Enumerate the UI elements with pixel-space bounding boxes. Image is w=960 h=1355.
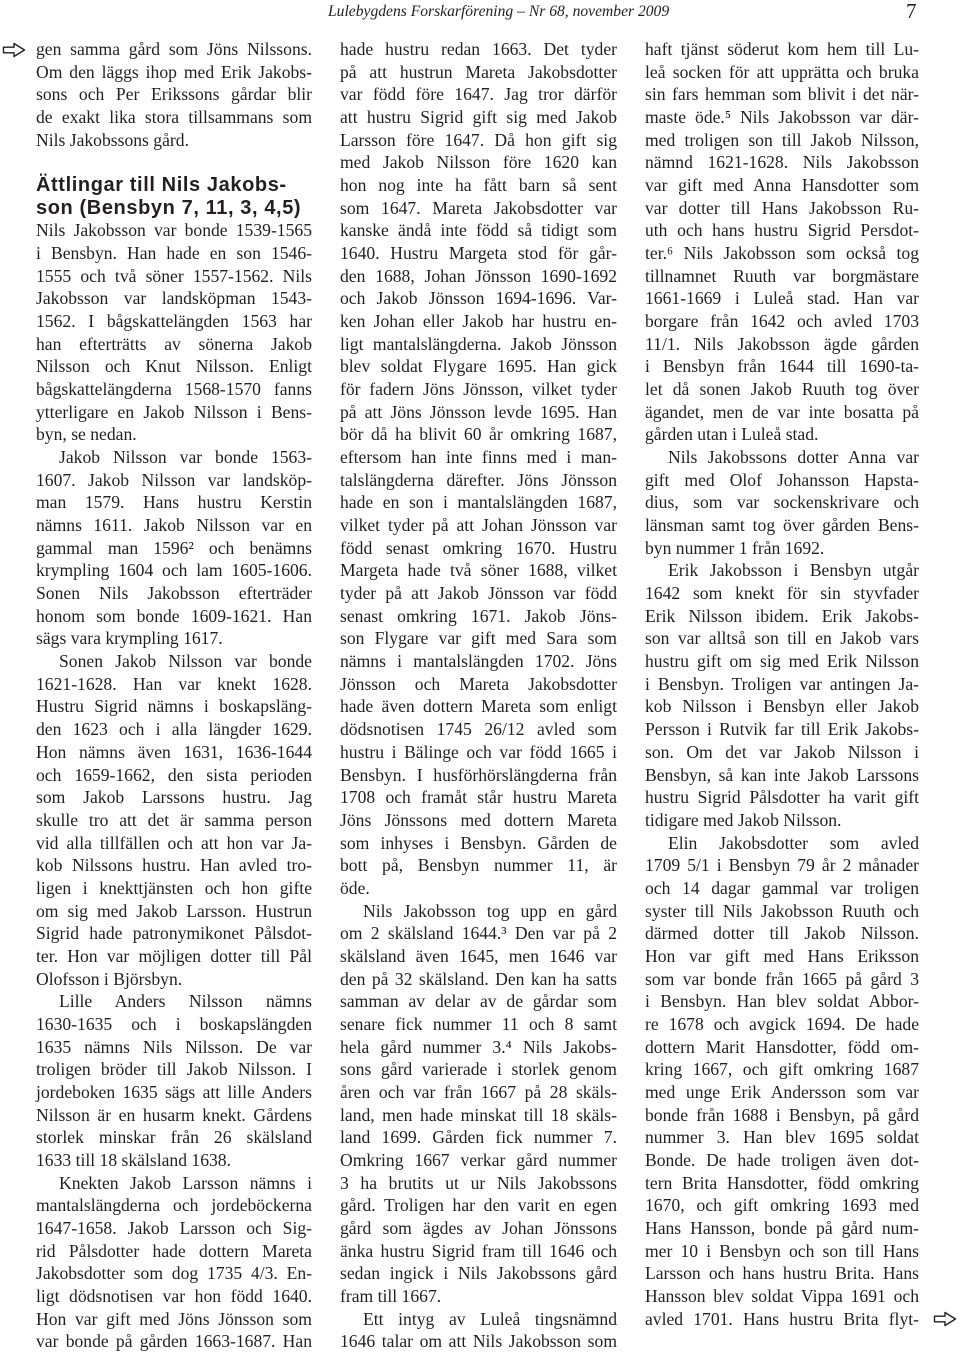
- text-line: gård. Troligen har den varit en egen: [340, 1195, 617, 1216]
- text-line: Omkring 1667 verkar gård nummer: [340, 1149, 617, 1170]
- text-column-1: [36, 38, 312, 1353]
- text-line: let då sonen Jakob Ruuth tog över: [645, 379, 919, 400]
- text-line: 1642 som knekt för sin styvfader: [645, 583, 919, 604]
- text-line: sons och Per Erikssons gårdar blir: [36, 84, 312, 105]
- text-line: därmed dotter till Jakob Nilsson.: [645, 923, 919, 944]
- paragraph: [36, 990, 312, 1171]
- text-line: Sigrid hade patronymikonet Pålsdot-: [36, 923, 312, 944]
- text-line: som 1647. Mareta Jakobsdotter var: [340, 197, 617, 218]
- text-line: senare fick nummer 11 och 8 samt: [340, 1013, 617, 1034]
- text-line: 3 ha brutits ut ur Nils Jakobssons: [340, 1172, 617, 1193]
- text-line: bott på, Bensbyn nummer 11, är: [340, 855, 617, 876]
- text-line: änka hustru Sigrid fram till 1646 och: [340, 1240, 617, 1261]
- paragraph: [340, 1308, 617, 1353]
- text-line: ter. Hon var möjligen dotter till Pål: [36, 945, 312, 966]
- text-line: nämns 1611. Jakob Nilsson var en: [36, 515, 312, 536]
- text-line: byn, se nedan.: [36, 424, 137, 445]
- text-line: som inhyses i Bensbyn. Gården de: [340, 832, 617, 853]
- text-line: hade en son i mantalslängden 1687,: [340, 492, 617, 513]
- text-line: gen samma gård som Jöns Nilssons.: [36, 39, 312, 59]
- text-line: gård som ägdes av Johan Jönssons: [340, 1217, 617, 1238]
- text-line: med unge Erik Andersson som var: [645, 1081, 919, 1102]
- text-line: mantalslängderna och jordeböckerna: [36, 1195, 312, 1216]
- text-line: var bonde på gården 1663-1687. Han: [36, 1331, 312, 1352]
- text-line: på att hustrun Mareta Jakobsdotter: [340, 61, 617, 82]
- paragraph: [645, 446, 919, 559]
- text-line: född senast omkring 1670. Hustru: [340, 537, 617, 558]
- text-line: med Jakob Nilsson före 1620 kan: [340, 152, 617, 173]
- text-line: troligen bröder till Jakob Nilsson. I: [36, 1059, 312, 1080]
- text-line: dödsnotisen 1745 26/12 avled som: [340, 719, 617, 740]
- paragraph: [36, 446, 312, 650]
- text-line: 1670, och gift omkring 1693 med: [645, 1195, 919, 1216]
- text-line: Nils Jakobsson tog upp en gård: [363, 900, 617, 921]
- text-line: i Bensbyn. Troligen var antingen Ja-: [645, 673, 919, 694]
- text-line: samman av delar av de gårdar som: [340, 991, 617, 1012]
- text-line: Hustru Sigrid nämns i boskapsläng-: [36, 696, 312, 717]
- text-line: i Bensbyn. Han hade en son 1546-: [36, 243, 312, 264]
- text-line: Om den läggs ihop med Erik Jakobs-: [36, 61, 312, 82]
- text-line: Nilsson är en husarm knekt. Gårdens: [36, 1104, 312, 1125]
- text-line: tern Brita Hansdotter, född omkring: [645, 1172, 919, 1193]
- text-line: Hon var gift med Hans Eriksson: [645, 945, 919, 966]
- text-line: 1607. Jakob Nilsson var landsköp-: [36, 469, 312, 490]
- text-line: vid alla tillfällen och att hon var Ja-: [36, 832, 312, 853]
- text-line: sägs vara krympling 1617.: [36, 628, 223, 649]
- text-line: ken Johan eller Jakob har hustru en-: [340, 311, 617, 332]
- text-line: nämnd 1621-1628. Nils Jakobsson: [645, 152, 919, 173]
- text-line: kob Nilssons hustru. Han avled tro-: [36, 855, 312, 876]
- text-line: man 1579. Hans hustru Kerstin: [36, 492, 312, 513]
- text-line: 1708 och framåt står hustru Mareta: [340, 787, 617, 808]
- text-line: ligt dödsnotisen var hon född 1640.: [36, 1285, 312, 1306]
- text-line: 11/1. Nils Jakobsson ägde gården: [645, 333, 919, 354]
- text-line: tillnamnet Ruuth var borgmästare: [645, 265, 919, 286]
- text-line: Bensbyn. I husförhörslängderna från: [340, 764, 617, 785]
- text-line: land, men hade minskat till 18 skäls-: [340, 1104, 617, 1125]
- text-line: gammal man 1596² och benämns: [36, 537, 312, 558]
- text-line: bågskattelängderna 1568-1570 fanns: [36, 379, 312, 400]
- text-line: dius, som var sockenskrivare och: [645, 492, 919, 513]
- text-line: Erik Nilsson ibidem. Erik Jakobs-: [645, 605, 919, 626]
- text-line: ägandet, men de var inte bosatta på: [645, 401, 919, 422]
- text-line: re 1678 och avgick 1694. De hade: [645, 1013, 919, 1034]
- text-line: blev soldat Flygare 1695. Han gick: [340, 356, 617, 377]
- text-line: 1635 nämns Nils Nilsson. De var: [36, 1036, 312, 1057]
- text-line: sin fars hemman som blivit i det när-: [645, 84, 919, 105]
- paragraph: [645, 832, 919, 1331]
- text-line: om 2 skälsland 1644.³ Den var på 2: [340, 923, 617, 944]
- text-line: Jakob Nilsson var bonde 1563-: [59, 447, 312, 468]
- text-line: på att Jöns Jönsson levde 1695. Han: [340, 401, 617, 422]
- text-line: Ett intyg av Luleå tingsnämnd: [363, 1308, 617, 1329]
- text-line: bonde från 1688 i Bensbyn, på gård: [645, 1104, 919, 1125]
- paragraph: [36, 1172, 312, 1353]
- text-line: senast omkring 1671. Jakob Jöns-: [340, 605, 617, 626]
- text-line: var dotter till Hans Jakobsson Ru-: [645, 197, 919, 218]
- text-line: borgare från 1642 och avled 1703: [645, 311, 919, 332]
- text-line: gift med Olof Johansson Hapsta-: [645, 469, 919, 490]
- text-line: 1646 talar om att Nils Jakobsson som: [340, 1331, 617, 1352]
- text-line: 1709 5/1 i Bensbyn 79 år 2 månader: [645, 855, 919, 876]
- text-line: maste öde.⁵ Nils Jakobsson var där-: [645, 107, 919, 128]
- text-line: leå socken för att upprätta och bruka: [645, 61, 919, 82]
- paragraph: [645, 38, 919, 446]
- text-line: 1555 och två söner 1557-1562. Nils: [36, 265, 312, 286]
- text-line: rid Pålsdotter hade dottern Mareta: [36, 1240, 312, 1261]
- text-line: han efterträtts av sönerna Jakob: [36, 333, 312, 354]
- text-line: haft tjänst söderut kom hem till Lu-: [645, 39, 919, 59]
- text-line: son var alltså son till en Jakob vars: [645, 628, 919, 649]
- text-line: hustru Sigrid Pålsdotter ha varit gift: [645, 787, 919, 808]
- text-line: Bonde. De hade troligen även dot-: [645, 1149, 919, 1170]
- text-line: land 1699. Gården fick nummer 7.: [340, 1127, 617, 1148]
- text-line: Knekten Jakob Larsson nämns i: [59, 1172, 312, 1193]
- text-line: nämns i mantalslängden 1702. Jöns: [340, 651, 617, 672]
- text-line: eftersom han inte finns med i man-: [340, 447, 617, 468]
- text-line: ligt mantalslängderna. Jakob Jönsson: [340, 333, 617, 354]
- text-line: 1630-1635 och i boskapslängden: [36, 1013, 312, 1034]
- text-line: krympling 1604 och lam 1605-1606.: [36, 560, 312, 581]
- text-line: avled 1701. Hans hustru Brita flyt-: [645, 1308, 919, 1329]
- text-line: dottern Marit Hansdotter, född om-: [645, 1036, 919, 1057]
- paragraph: [340, 38, 617, 900]
- text-line: som var bonde från 1665 på gård 3: [645, 968, 919, 989]
- text-line: med troligen son till Jakob Nilsson,: [645, 129, 919, 150]
- text-line: Margeta hade två söner 1688, vilket: [340, 560, 617, 581]
- text-line: hustru i Bälinge och var född 1665 i: [340, 741, 617, 762]
- text-line: var född före 1647. Jag tror därför: [340, 84, 617, 105]
- text-line: skulle tro att det är samma person: [36, 809, 312, 830]
- arrow-right-outline-icon: [933, 1311, 957, 1327]
- text-line: hustru gift om sig med Erik Nilsson: [645, 651, 919, 672]
- paragraph: [36, 650, 312, 990]
- text-line: son Flygare var gift med Sara som: [340, 628, 617, 649]
- text-line: nummer 3. Han blev 1695 soldat: [645, 1127, 919, 1148]
- text-line: Hansson blev soldat Vippa 1691 och: [645, 1285, 919, 1306]
- page-number: 7: [906, 0, 917, 23]
- text-line: var gift med Anna Hansdotter som: [645, 175, 919, 196]
- text-line: Larsson och hans hustru Brita. Hans: [645, 1263, 919, 1284]
- text-line: Bensbyn, så kan inte Jakob Larssons: [645, 764, 919, 785]
- paragraph: [645, 559, 919, 831]
- text-line: sedan ingick i Nils Jakobssons gård: [340, 1263, 617, 1284]
- text-line: Nils Jakobssons gård.: [36, 129, 189, 150]
- publication-title: Lulebygdens Forskarförening – Nr 68, november 2009: [328, 3, 670, 20]
- text-line: Nils Jakobsson var bonde 1539-1565: [36, 220, 312, 241]
- arrow-right-outline-icon: [2, 42, 26, 58]
- text-line: 1621-1628. Han var knekt 1628.: [36, 673, 312, 694]
- heading-line: Ättlingar till Nils Jakobs-: [36, 174, 287, 197]
- text-line: länsman samt tog över gården Bens-: [645, 515, 919, 536]
- text-line: hon nog inte ha fått barn så sent: [340, 175, 617, 196]
- text-line: Olofsson i Björsbyn.: [36, 968, 183, 989]
- text-line: uth och hans hustru Sigrid Persdot-: [645, 220, 919, 241]
- text-line: den 1688, Johan Jönsson 1690-1692: [340, 265, 617, 286]
- paragraph: [36, 38, 312, 151]
- text-line: talslängderna därefter. Jöns Jönsson: [340, 469, 617, 490]
- text-line: Hon var gift med Jöns Jönsson som: [36, 1308, 312, 1329]
- text-line: fram till 1667.: [340, 1285, 442, 1306]
- text-line: tyder på att Jakob Jönsson var född: [340, 583, 617, 604]
- text-line: och Jakob Jönsson 1694-1696. Var-: [340, 288, 617, 309]
- text-line: gården utan i Luleå stad.: [645, 424, 819, 445]
- text-line: Erik Jakobsson i Bensbyn utgår: [668, 560, 919, 581]
- text-line: sons gård varierade i storlek genom: [340, 1059, 617, 1080]
- text-line: att hustru Sigrid gift sig med Jakob: [340, 107, 617, 128]
- text-line: Jakobsdotter som dog 1735 4/3. En-: [36, 1263, 312, 1284]
- text-line: öde.: [340, 877, 370, 898]
- text-line: honom som bonde 1609-1621. Han: [36, 605, 312, 626]
- heading-line: son (Bensbyn 7, 11, 3, 4,5): [36, 196, 302, 219]
- text-line: mer 10 i Bensbyn och son till Hans: [645, 1240, 919, 1261]
- text-line: i Bensbyn. Han blev soldat Abbor-: [645, 991, 919, 1012]
- text-line: Hans Hansson, bonde på gård num-: [645, 1217, 919, 1238]
- text-line: 1640. Hustru Margeta stod för går-: [340, 243, 617, 264]
- text-line: Elin Jakobsdotter som avled: [668, 832, 919, 853]
- text-line: Jöns Jönssons med dottern Mareta: [340, 809, 617, 830]
- text-line: Lille Anders Nilsson nämns: [59, 991, 312, 1012]
- text-line: för fadern Jöns Jönsson, vilket tyder: [340, 379, 617, 400]
- text-line: Hon nämns även 1631, 1636-1644: [36, 741, 312, 762]
- section-heading: [36, 174, 312, 219]
- text-line: 1647-1658. Jakob Larsson och Sig-: [36, 1217, 312, 1238]
- paragraph: [340, 900, 617, 1308]
- text-column-3: [645, 38, 919, 1330]
- text-line: den 1623 och i alla längder 1629.: [36, 719, 312, 740]
- paragraph: [36, 219, 312, 446]
- text-line: hade även dottern Mareta som enligt: [340, 696, 617, 717]
- text-line: Nilsson och Knut Nilsson. Enligt: [36, 356, 312, 377]
- text-line: kob Nilsson i Bensbyn eller Jakob: [645, 696, 919, 717]
- text-line: 1562. I bågskattelängden 1563 har: [36, 311, 312, 332]
- text-line: 1661-1669 i Luleå stad. Han var: [645, 288, 919, 309]
- text-line: åren och var från 1667 på 28 skäls-: [340, 1081, 617, 1102]
- text-line: Nils Jakobssons dotter Anna var: [668, 447, 919, 468]
- text-line: skälsland även 1645, men 1646 var: [340, 945, 617, 966]
- text-line: kring 1667, och gift omkring 1687: [645, 1059, 919, 1080]
- text-line: och 14 dagar gammal var troligen: [645, 877, 919, 898]
- text-line: tidigare med Jakob Nilsson.: [645, 809, 842, 830]
- text-line: son. Om det var Jakob Nilsson i: [645, 741, 919, 762]
- text-line: den på 32 skälsland. Den kan ha satts: [340, 968, 617, 989]
- text-line: syster till Nils Jakobsson Ruuth och: [645, 900, 919, 921]
- text-line: Jönsson och Mareta Jakobsdotter: [340, 673, 617, 694]
- text-line: hela gård nummer 3.⁴ Nils Jakobs-: [340, 1036, 617, 1057]
- running-header: [0, 0, 960, 24]
- text-line: om sig med Jakob Larsson. Hustrun: [36, 900, 312, 921]
- text-line: som Jakob Larssons hustru. Jag: [36, 787, 312, 808]
- text-line: i Bensbyn från 1644 till 1690-ta-: [645, 356, 919, 377]
- text-line: kanske ändå inte född så tidigt som: [340, 220, 617, 241]
- text-line: och 1659-1662, den sista perioden: [36, 764, 312, 785]
- text-line: ytterligare en Jakob Nilsson i Bens-: [36, 401, 312, 422]
- text-line: Larsson före 1647. Då hon gift sig: [340, 129, 617, 150]
- text-line: jordeboken 1635 sägs att lille Anders: [36, 1081, 312, 1102]
- text-line: Sonen Nils Jakobsson efterträder: [36, 583, 312, 604]
- text-line: Jakobsson var landsköpman 1543-: [36, 288, 312, 309]
- text-line: de exakt lika stora tillsammans som: [36, 107, 312, 128]
- text-line: Sonen Jakob Nilsson var bonde: [59, 651, 312, 672]
- text-line: hade hustru redan 1663. Det tyder: [340, 39, 617, 59]
- text-line: storlek minskar från 26 skälsland: [36, 1127, 312, 1148]
- text-line: byn nummer 1 från 1692.: [645, 537, 825, 558]
- text-line: 1633 till 18 skälsland 1638.: [36, 1149, 231, 1170]
- text-line: bör då ha blivit 60 år omkring 1687,: [340, 424, 617, 445]
- text-line: vilket tyder på att Johan Jönsson var: [340, 515, 617, 536]
- text-line: ter.⁶ Nils Jakobsson som också tog: [645, 243, 919, 264]
- text-line: Persson i Rutvik far till Erik Jakobs-: [645, 719, 919, 740]
- text-column-2: [340, 38, 617, 1353]
- text-line: ligen i knekttjänsten och hon gifte: [36, 877, 312, 898]
